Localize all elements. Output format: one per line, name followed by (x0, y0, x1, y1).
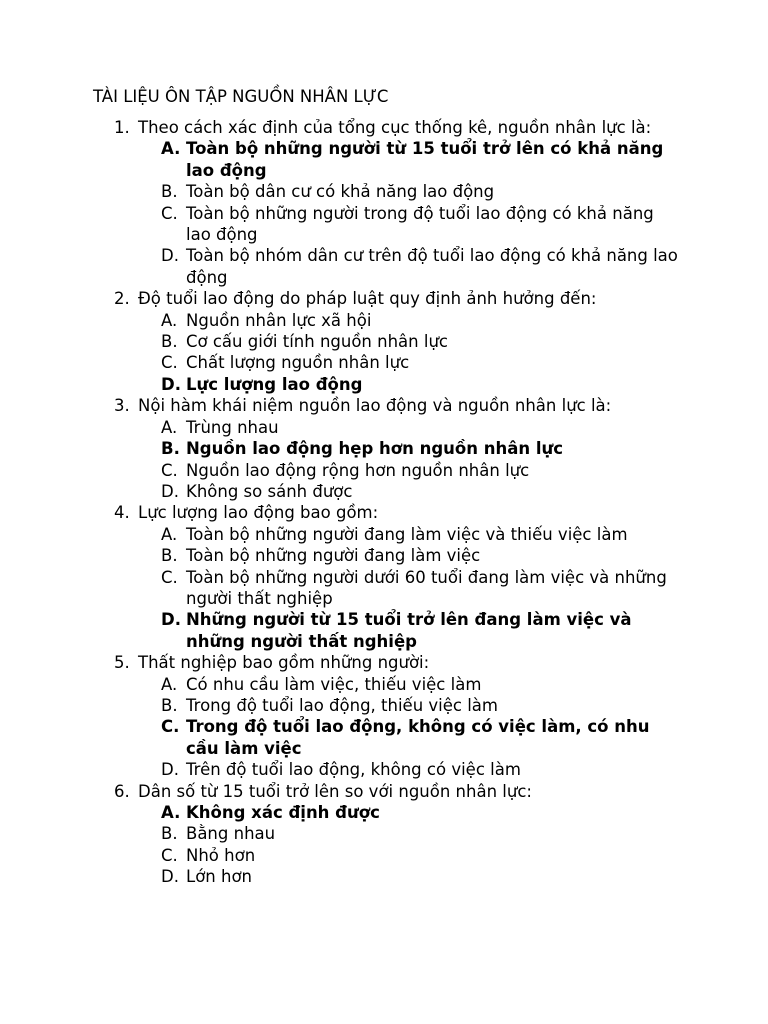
question-text: Độ tuổi lao động do pháp luật quy định ảnh hưởng đến: (138, 289, 597, 309)
option-item (0, 460, 681, 481)
question-item (0, 781, 768, 888)
option-item (0, 352, 681, 373)
option-letter: A. (161, 803, 181, 822)
option-list (0, 417, 768, 503)
option-text: Toàn bộ những người trong độ tuổi lao động có khả năng lao động (186, 203, 654, 245)
option-letter: A. (161, 524, 178, 544)
option-item (0, 545, 681, 566)
question-number: 6. (114, 781, 130, 801)
option-text: Lớn hơn (186, 867, 252, 887)
option-text: Có nhu cầu làm việc, thiếu việc làm (186, 674, 482, 694)
option-text: Toàn bộ nhóm dân cư trên độ tuổi lao động có khả năng lao động (186, 246, 678, 287)
question-item (0, 117, 768, 288)
option-letter: D. (161, 374, 181, 394)
option-item (0, 310, 681, 331)
option-letter: C. (161, 460, 178, 480)
option-letter: D. (161, 760, 179, 780)
option-list (0, 674, 768, 781)
question-row (0, 395, 694, 416)
option-item-correct (0, 138, 681, 181)
question-text: Dân số từ 15 tuổi trở lên so với nguồn nhân lực: (138, 781, 532, 801)
question-text: Lực lượng lao động bao gồm: (138, 503, 379, 523)
option-item (0, 866, 681, 887)
option-letter: A. (161, 674, 178, 694)
question-text: Nội hàm khái niệm nguồn lao động và nguồn nhân lực là: (138, 396, 612, 416)
option-letter: B. (161, 439, 180, 459)
option-text: Trong độ tuổi lao động, không có việc làm, có nhu cầu làm việc (186, 717, 650, 758)
option-list (0, 310, 768, 396)
option-letter: A. (161, 310, 178, 330)
option-item (0, 823, 681, 844)
option-item (0, 695, 681, 716)
option-letter: B. (161, 695, 178, 715)
option-text: Trong độ tuổi lao động, thiếu việc làm (186, 695, 498, 715)
option-text: Chất lượng nguồn nhân lực (186, 353, 410, 373)
question-number: 4. (114, 503, 130, 523)
option-text: Toàn bộ dân cư có khả năng lao động (186, 182, 495, 202)
question-row (0, 288, 694, 309)
question-row (0, 652, 694, 673)
option-item-correct (0, 609, 681, 652)
option-item (0, 567, 681, 610)
question-item (0, 502, 768, 652)
question-text: Theo cách xác định của tổng cục thống kê, nguồn nhân lực là: (138, 118, 652, 137)
option-text: Nguồn nhân lực xã hội (186, 310, 372, 330)
option-text: Toàn bộ những người dưới 60 tuổi đang làm việc và những người thất nghiệp (186, 567, 667, 608)
question-list (0, 117, 768, 888)
option-text: Nguồn lao động rộng hơn nguồn nhân lực (186, 460, 530, 480)
option-text: Không so sánh được (186, 481, 353, 501)
option-item (0, 845, 681, 866)
option-item-correct (0, 438, 681, 459)
option-list (0, 138, 768, 288)
question-number: 2. (114, 289, 130, 309)
option-text: Cơ cấu giới tính nguồn nhân lực (186, 332, 448, 352)
option-item-correct (0, 374, 681, 395)
question-row (0, 781, 694, 802)
question-row (0, 117, 694, 138)
question-number: 1. (114, 118, 130, 137)
option-text: Trùng nhau (186, 417, 279, 437)
option-letter: B. (161, 332, 178, 352)
option-text: Nhỏ hơn (186, 845, 256, 865)
option-letter: D. (161, 481, 179, 501)
option-text: Lực lượng lao động (186, 374, 363, 394)
option-letter: C. (161, 845, 178, 865)
option-text: Toàn bộ những người đang làm việc (186, 546, 481, 566)
option-letter: C. (161, 353, 178, 373)
option-text: Nguồn lao động hẹp hơn nguồn nhân lực (186, 439, 564, 459)
option-letter: C. (161, 203, 178, 223)
document-title: TÀI LIỆU ÔN TẬP NGUỒN NHÂN LỰC (93, 87, 389, 106)
option-letter: B. (161, 182, 178, 202)
option-item (0, 331, 681, 352)
option-item (0, 759, 681, 780)
option-letter: D. (161, 246, 179, 266)
option-item (0, 481, 681, 502)
option-item-correct (0, 716, 681, 759)
option-letter: D. (161, 610, 181, 630)
option-text: Toàn bộ những người từ 15 tuổi trở lên có khả năng lao động (186, 139, 664, 180)
option-letter: B. (161, 824, 178, 844)
option-item (0, 203, 681, 246)
option-item (0, 417, 681, 438)
option-letter: A. (161, 417, 178, 437)
option-letter: C. (161, 717, 180, 737)
question-item (0, 288, 768, 395)
option-item-correct (0, 802, 681, 823)
question-number: 5. (114, 653, 130, 673)
question-item (0, 652, 768, 780)
option-item (0, 524, 681, 545)
option-text: Những người từ 15 tuổi trở lên đang làm việc và những người thất nghiệp (186, 610, 632, 651)
option-list (0, 524, 768, 652)
option-text: Toàn bộ những người đang làm việc và thiếu việc làm (186, 524, 628, 544)
option-letter: D. (161, 867, 179, 887)
question-item (0, 395, 768, 502)
option-item (0, 245, 681, 288)
question-row (0, 502, 694, 523)
option-letter: B. (161, 546, 178, 566)
question-text: Thất nghiệp bao gồm những người: (138, 653, 430, 673)
option-text: Trên độ tuổi lao động, không có việc làm (186, 760, 521, 780)
option-text: Không xác định được (186, 803, 380, 822)
option-list (0, 802, 768, 888)
option-item (0, 181, 681, 202)
option-text: Bằng nhau (186, 824, 276, 844)
option-item (0, 674, 681, 695)
option-letter: C. (161, 567, 178, 587)
option-letter: A. (161, 139, 181, 159)
question-number: 3. (114, 396, 130, 416)
